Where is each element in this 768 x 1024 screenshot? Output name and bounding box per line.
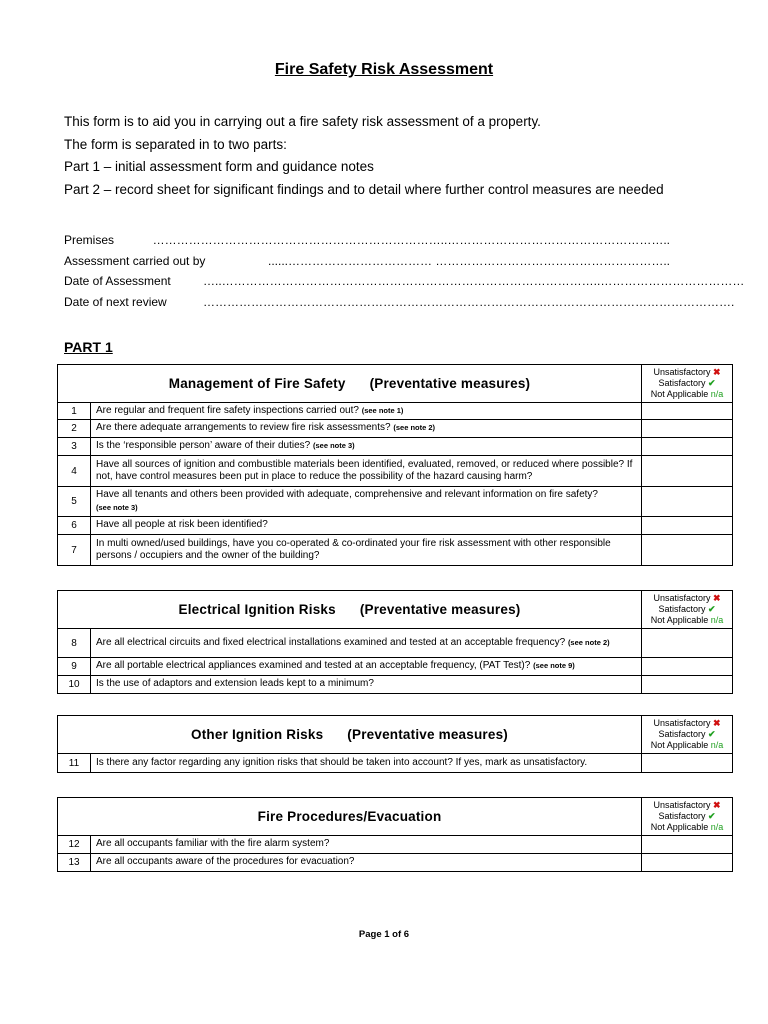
rating-legend: Unsatisfactory ✖ Satisfactory ✔ Not Applicable n/a xyxy=(642,591,733,629)
cross-icon: ✖ xyxy=(713,592,721,603)
section-electrical-table xyxy=(57,590,733,694)
answer-cell[interactable] xyxy=(642,854,733,872)
assessment-date-dots: …..…………………………………………………………………………………..……………………………… xyxy=(203,274,745,289)
question-text: Are all occupants familiar with the fire alarm system? xyxy=(91,836,642,854)
rating-legend: Unsatisfactory ✖ Satisfactory ✔ Not Applicable n/a xyxy=(642,798,733,836)
section-header xyxy=(58,798,642,836)
question-number: 13 xyxy=(58,854,91,872)
question-text: In multi owned/used buildings, have you co-operated & co-ordinated your fire risk assessment with other responsible persons / occupiers and the owner of the building? xyxy=(91,535,642,566)
intro-line: The form is separated in to two parts: xyxy=(64,136,287,152)
section-subtitle: (Preventative measures) xyxy=(369,376,531,391)
section-title: Management of Fire Safety xyxy=(168,376,346,391)
assessor-field[interactable] xyxy=(64,253,734,274)
assessment-date-label: Date of Assessment xyxy=(64,274,171,289)
assessor-label: Assessment carried out by xyxy=(64,253,206,268)
answer-cell[interactable] xyxy=(642,629,733,658)
question-number: 9 xyxy=(58,658,91,676)
document-title: Fire Safety Risk Assessment xyxy=(274,61,494,78)
na-label: n/a xyxy=(710,740,724,751)
review-date-label: Date of next review xyxy=(64,295,167,310)
question-text: Is the ‘responsible person’ aware of their duties? (see note 3) xyxy=(91,438,642,456)
intro-line: Part 1 – initial assessment form and guidance notes xyxy=(64,159,374,174)
section-title: Electrical Ignition Risks xyxy=(178,602,336,617)
intro-text xyxy=(64,113,744,203)
question-number: 11 xyxy=(58,754,91,773)
section-header xyxy=(58,591,642,629)
check-icon: ✔ xyxy=(708,810,716,821)
question-number: 5 xyxy=(58,487,91,517)
answer-cell[interactable] xyxy=(642,676,733,694)
answer-cell[interactable] xyxy=(642,535,733,566)
question-text: Are there adequate arrangements to review fire risk assessments? (see note 2) xyxy=(91,420,642,438)
section-evacuation-table xyxy=(57,797,733,872)
na-label: n/a xyxy=(710,389,724,400)
question-text: Are all electrical circuits and fixed electrical installations examined and tested at an acceptable frequency? (see note 2) xyxy=(91,629,642,658)
cross-icon: ✖ xyxy=(713,799,721,810)
answer-cell[interactable] xyxy=(642,487,733,517)
note-reference: (see note 1) xyxy=(361,405,404,415)
note-reference: (see note 3) xyxy=(96,502,138,512)
question-text: Are regular and frequent fire safety inspections carried out? (see note 1) xyxy=(91,403,642,420)
table-row xyxy=(58,629,733,658)
premises-field[interactable] xyxy=(64,232,734,253)
question-number: 7 xyxy=(58,535,91,566)
note-reference: (see note 3) xyxy=(312,441,355,451)
question-text: Have all people at risk been identified? xyxy=(91,517,642,535)
cross-icon: ✖ xyxy=(713,366,721,377)
section-subtitle: (Preventative measures) xyxy=(359,602,521,617)
answer-cell[interactable] xyxy=(642,754,733,773)
table-row xyxy=(58,487,733,517)
question-text: Are all portable electrical appliances examined and tested at an acceptable frequency, (PAT Test)? (see note 9) xyxy=(91,658,642,676)
table-row xyxy=(58,676,733,694)
section-subtitle: (Preventative measures) xyxy=(347,727,508,742)
question-text: Is there any factor regarding any ignition risks that should be taken into account? If yes, mark as unsatisfactory. xyxy=(91,754,642,773)
note-reference: (see note 2) xyxy=(393,423,436,433)
answer-cell[interactable] xyxy=(642,438,733,456)
question-text: Are all occupants aware of the procedures for evacuation? xyxy=(91,854,642,872)
table-row xyxy=(58,456,733,487)
table-row xyxy=(58,754,733,773)
na-label: n/a xyxy=(710,822,724,833)
table-row xyxy=(58,854,733,872)
section-management-table xyxy=(57,364,733,566)
note-reference: (see note 2) xyxy=(567,637,610,647)
check-icon: ✔ xyxy=(708,603,716,614)
question-number: 1 xyxy=(58,403,91,420)
table-row xyxy=(58,438,733,456)
rating-legend: Unsatisfactory ✖ Satisfactory ✔ Not Applicable n/a xyxy=(642,716,733,754)
assessment-details xyxy=(64,232,745,315)
part-1-heading: PART 1 xyxy=(64,339,113,355)
section-header xyxy=(58,365,642,403)
answer-cell[interactable] xyxy=(642,836,733,854)
question-number: 10 xyxy=(58,676,91,694)
premises-dots: ………………………………………………………………..……………………………………………….. xyxy=(152,233,670,247)
question-number: 2 xyxy=(58,420,91,438)
cross-icon: ✖ xyxy=(713,717,721,728)
assessment-date-field[interactable] xyxy=(64,273,745,294)
section-title: Other Ignition Risks xyxy=(191,727,324,742)
table-row xyxy=(58,517,733,535)
check-icon: ✔ xyxy=(708,377,716,388)
assessor-dots: ......……………………………… ………………………………………………….. xyxy=(267,253,670,268)
table-row xyxy=(58,420,733,438)
question-text: Have all tenants and others been provided with adequate, comprehensive and relevant information on fire safety? (see note 3) xyxy=(91,487,642,517)
section-header xyxy=(58,716,642,754)
table-row xyxy=(58,403,733,420)
note-reference: (see note 9) xyxy=(533,661,575,671)
intro-line: This form is to aid you in carrying out a fire safety risk assessment of a property. xyxy=(64,114,541,129)
answer-cell[interactable] xyxy=(642,456,733,487)
na-label: n/a xyxy=(710,615,724,626)
question-text: Is the use of adaptors and extension leads kept to a minimum? xyxy=(91,676,642,694)
premises-label: Premises xyxy=(64,233,115,247)
answer-cell[interactable] xyxy=(642,658,733,676)
answer-cell[interactable] xyxy=(642,403,733,420)
question-number: 3 xyxy=(58,438,91,456)
section-other-ignition-table xyxy=(57,715,733,773)
question-number: 6 xyxy=(58,517,91,535)
review-date-field[interactable] xyxy=(64,294,734,315)
question-text: Have all sources of ignition and combustible materials been identified, evaluated, removed, or reduced where possible? If not, have control measures been put in place to reduce the possibility of the hazard causing harm? xyxy=(91,456,642,487)
table-row xyxy=(58,658,733,676)
rating-legend: Unsatisfactory ✖ Satisfactory ✔ Not Applicable n/a xyxy=(642,365,733,403)
intro-line: Part 2 – record sheet for significant findings and to detail where further control measures are needed xyxy=(64,181,664,197)
answer-cell[interactable] xyxy=(642,420,733,438)
table-row xyxy=(58,535,733,566)
question-number: 4 xyxy=(58,456,91,487)
question-number: 8 xyxy=(58,629,91,658)
table-row xyxy=(58,836,733,854)
question-number: 12 xyxy=(58,836,91,854)
review-date-dots: ……………………………………………………………………………………………………………………. xyxy=(203,295,735,310)
check-icon: ✔ xyxy=(708,728,716,739)
page-number: Page 1 of 6 xyxy=(358,929,410,940)
section-title: Fire Procedures/Evacuation xyxy=(257,809,442,824)
answer-cell[interactable] xyxy=(642,517,733,535)
